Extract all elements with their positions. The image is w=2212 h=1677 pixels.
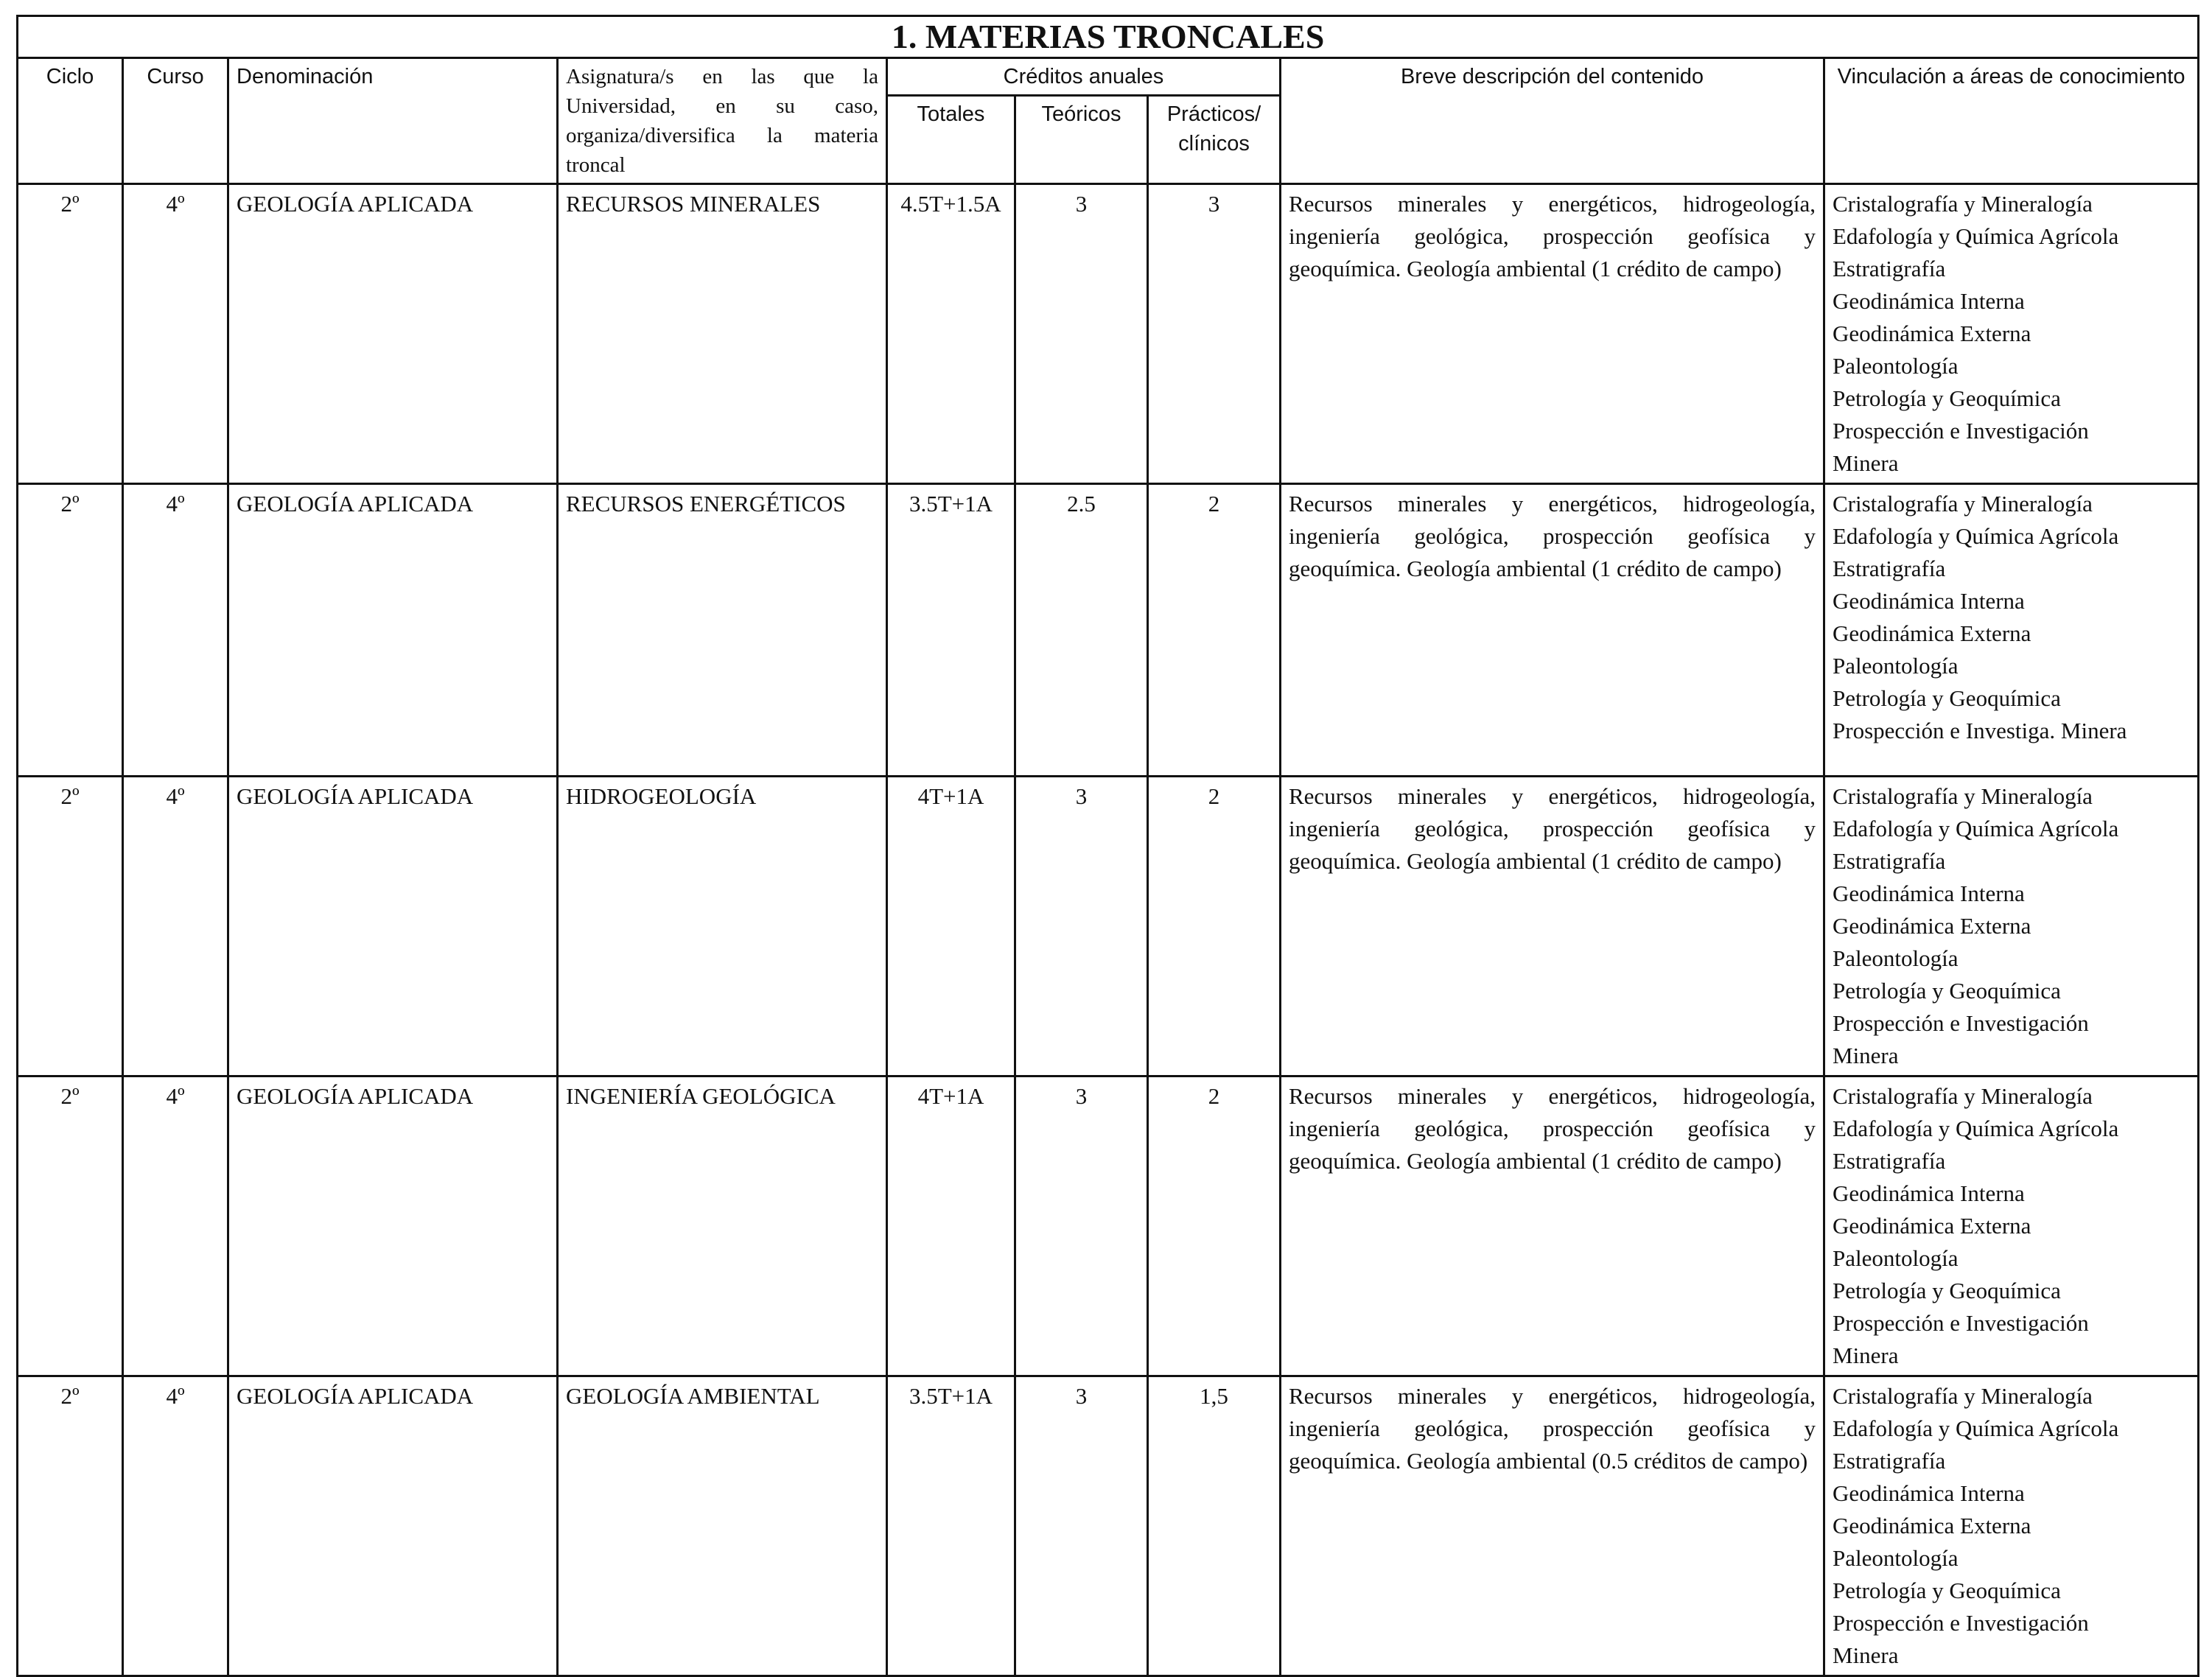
- cell-descripcion: Recursos minerales y energéticos, hidrogeología, ingeniería geológica, prospección geofísica y geoquímica. Geología ambiental (1 crédito de campo): [1281, 777, 1824, 1076]
- cell-denominacion: GEOLOGÍA APLICADA: [228, 1376, 558, 1676]
- header-denominacion: Denominación: [228, 58, 558, 184]
- area-item: Geodinámica Externa: [1833, 620, 2031, 646]
- cell-denominacion: GEOLOGÍA APLICADA: [228, 777, 558, 1076]
- area-item: Estratigrafía: [1833, 848, 1946, 874]
- header-teoricos: Teóricos: [1015, 96, 1148, 184]
- area-item: Edafología y Química Agrícola: [1833, 223, 2119, 249]
- cell-asignatura: INGENIERÍA GEOLÓGICA: [558, 1076, 887, 1376]
- materias-troncales-sheet: [16, 15, 2197, 1677]
- header-descripcion: Breve descripción del contenido: [1281, 58, 1824, 184]
- cell-asignatura: RECURSOS ENERGÉTICOS: [558, 484, 887, 777]
- cell-areas: [1824, 1376, 2199, 1676]
- area-item: Edafología y Química Agrícola: [1833, 523, 2119, 549]
- area-item: Prospección e Investigación: [1833, 418, 2089, 444]
- area-item: Prospección e Investigación: [1833, 1010, 2089, 1036]
- area-item: Edafología y Química Agrícola: [1833, 816, 2119, 841]
- cell-totales: 3.5T+1A: [887, 1376, 1015, 1676]
- area-item: Geodinámica Interna: [1833, 288, 2025, 314]
- area-item: Estratigrafía: [1833, 556, 1946, 581]
- cell-descripcion: Recursos minerales y energéticos, hidrogeología, ingeniería geológica, prospección geofísica y geoquímica. Geología ambiental (1 crédito de campo): [1281, 184, 1824, 484]
- cell-teoricos: 3: [1015, 1076, 1148, 1376]
- cell-descripcion: Recursos minerales y energéticos, hidrogeología, ingeniería geológica, prospección geofísica y geoquímica. Geología ambiental (1 crédito de campo): [1281, 484, 1824, 777]
- area-item: Minera: [1833, 1342, 1899, 1368]
- cell-denominacion: GEOLOGÍA APLICADA: [228, 1076, 558, 1376]
- area-item: Paleontología: [1833, 945, 1959, 971]
- area-item: Petrología y Geoquímica: [1833, 1278, 2061, 1303]
- area-item: Cristalografía y Mineralogía: [1833, 491, 2093, 517]
- table-row: [18, 484, 2199, 777]
- area-item: Estratigrafía: [1833, 256, 1946, 281]
- cell-curso: 4º: [123, 184, 228, 484]
- cell-teoricos: 3: [1015, 184, 1148, 484]
- area-item: Prospección e Investigación: [1833, 1610, 2089, 1636]
- cell-ciclo: 2º: [18, 1376, 123, 1676]
- cell-practicos: 2: [1148, 1076, 1281, 1376]
- cell-teoricos: 2.5: [1015, 484, 1148, 777]
- area-item: Cristalografía y Mineralogía: [1833, 1083, 2093, 1109]
- cell-descripcion: Recursos minerales y energéticos, hidrogeología, ingeniería geológica, prospección geofísica y geoquímica. Geología ambiental (1 crédito de campo): [1281, 1076, 1824, 1376]
- area-item: Estratigrafía: [1833, 1448, 1946, 1474]
- area-item: Petrología y Geoquímica: [1833, 385, 2061, 411]
- cell-ciclo: 2º: [18, 484, 123, 777]
- area-item: Paleontología: [1833, 1545, 1959, 1571]
- area-item: Estratigrafía: [1833, 1148, 1946, 1174]
- cell-areas: [1824, 484, 2199, 777]
- area-item: Geodinámica Interna: [1833, 1180, 2025, 1206]
- table-row: [18, 1376, 2199, 1676]
- cell-ciclo: 2º: [18, 777, 123, 1076]
- area-item: Prospección e Investigación: [1833, 1310, 2089, 1336]
- area-item: Geodinámica Externa: [1833, 321, 2031, 346]
- cell-asignatura: GEOLOGÍA AMBIENTAL: [558, 1376, 887, 1676]
- cell-curso: 4º: [123, 777, 228, 1076]
- header-creditos-anuales: Créditos anuales: [887, 58, 1281, 96]
- area-item: Cristalografía y Mineralogía: [1833, 1383, 2093, 1409]
- cell-totales: 4T+1A: [887, 1076, 1015, 1376]
- header-ciclo: Ciclo: [18, 58, 123, 184]
- area-item: Geodinámica Interna: [1833, 1480, 2025, 1506]
- cell-practicos: 3: [1148, 184, 1281, 484]
- cell-denominacion: GEOLOGÍA APLICADA: [228, 184, 558, 484]
- header-asignaturas: Asignatura/s en las que la Universidad, en su caso, organiza/diversifica la materia troncal: [558, 58, 887, 184]
- cell-asignatura: RECURSOS MINERALES: [558, 184, 887, 484]
- area-item: Geodinámica Externa: [1833, 913, 2031, 939]
- cell-asignatura: HIDROGEOLOGÍA: [558, 777, 887, 1076]
- cell-totales: 4.5T+1.5A: [887, 184, 1015, 484]
- area-item: Minera: [1833, 1043, 1899, 1068]
- header-practicos: Prácticos/ clínicos: [1148, 96, 1281, 184]
- cell-totales: 3.5T+1A: [887, 484, 1015, 777]
- area-item: Petrología y Geoquímica: [1833, 1578, 2061, 1603]
- cell-areas: [1824, 1076, 2199, 1376]
- area-item: Cristalografía y Mineralogía: [1833, 191, 2093, 217]
- cell-ciclo: 2º: [18, 1076, 123, 1376]
- header-totales: Totales: [887, 96, 1015, 184]
- cell-teoricos: 3: [1015, 777, 1148, 1076]
- materias-troncales-table: [16, 15, 2199, 1677]
- cell-areas: [1824, 777, 2199, 1076]
- cell-areas: [1824, 184, 2199, 484]
- table-row: [18, 1076, 2199, 1376]
- area-item: Geodinámica Externa: [1833, 1513, 2031, 1538]
- cell-denominacion: GEOLOGÍA APLICADA: [228, 484, 558, 777]
- area-item: Paleontología: [1833, 1245, 1959, 1271]
- area-item: Geodinámica Externa: [1833, 1213, 2031, 1239]
- cell-totales: 4T+1A: [887, 777, 1015, 1076]
- area-item: Edafología y Química Agrícola: [1833, 1415, 2119, 1441]
- area-item: Cristalografía y Mineralogía: [1833, 783, 2093, 809]
- cell-practicos: 2: [1148, 484, 1281, 777]
- area-item: Geodinámica Interna: [1833, 588, 2025, 614]
- area-item: Minera: [1833, 450, 1899, 476]
- area-item: Paleontología: [1833, 653, 1959, 679]
- area-item: Minera: [1833, 1642, 1899, 1668]
- table-row: [18, 184, 2199, 484]
- cell-descripcion: Recursos minerales y energéticos, hidrogeología, ingeniería geológica, prospección geofísica y geoquímica. Geología ambiental (0.5 créditos de campo): [1281, 1376, 1824, 1676]
- cell-curso: 4º: [123, 484, 228, 777]
- header-vinculacion: Vinculación a áreas de conocimiento: [1824, 58, 2199, 184]
- area-item: Prospección e Investiga. Minera: [1833, 718, 2127, 743]
- area-item: Petrología y Geoquímica: [1833, 685, 2061, 711]
- cell-teoricos: 3: [1015, 1376, 1148, 1676]
- area-item: Geodinámica Interna: [1833, 880, 2025, 906]
- cell-curso: 4º: [123, 1376, 228, 1676]
- table-row: [18, 777, 2199, 1076]
- cell-ciclo: 2º: [18, 184, 123, 484]
- header-curso: Curso: [123, 58, 228, 184]
- cell-practicos: 1,5: [1148, 1376, 1281, 1676]
- area-item: Edafología y Química Agrícola: [1833, 1116, 2119, 1141]
- area-item: Petrología y Geoquímica: [1833, 978, 2061, 1004]
- table-title: 1. MATERIAS TRONCALES: [18, 16, 2199, 58]
- area-item: Paleontología: [1833, 353, 1959, 379]
- cell-practicos: 2: [1148, 777, 1281, 1076]
- cell-curso: 4º: [123, 1076, 228, 1376]
